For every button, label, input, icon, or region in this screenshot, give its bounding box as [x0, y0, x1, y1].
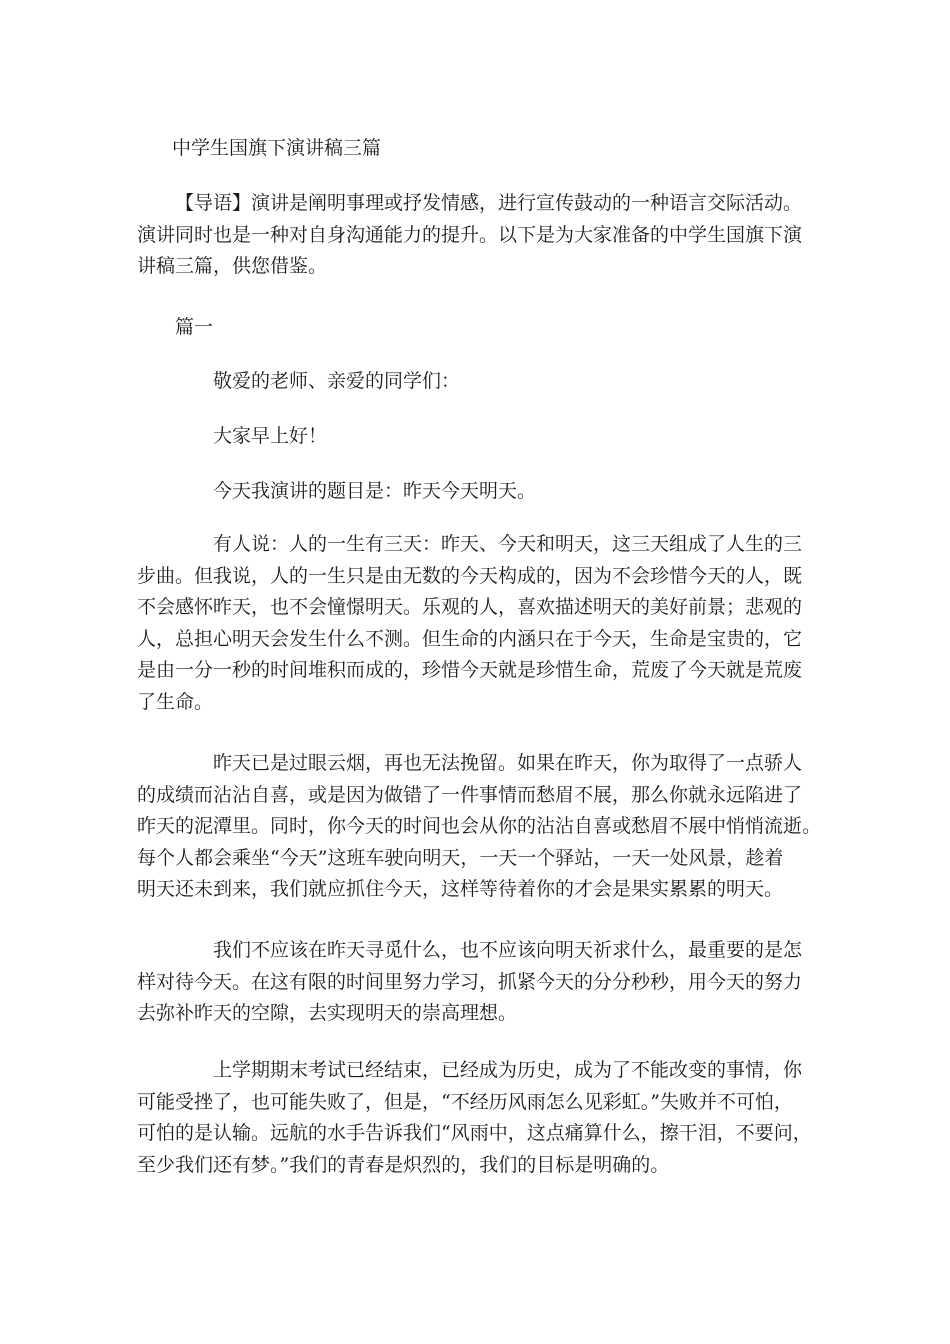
paragraph-line: 昨天已是过眼云烟，再也无法挽留。如果在昨天，你为取得了一点骄人: [213, 752, 803, 774]
paragraph-line: 明天还未到来，我们就应抓住今天，这样等待着你的才会是果实累累的明天。: [137, 878, 784, 900]
intro-line: 【导语】演讲是阐明事理或抒发情感，进行宣传鼓动的一种语言交际活动。: [175, 192, 803, 214]
body-paragraph-2: [137, 748, 822, 906]
paragraph-line: 的成绩而沾沾自喜，或是因为做错了一件事情而愁眉不展，那么你就永远陷进了: [137, 783, 803, 806]
paragraph-line: 了生命。: [137, 690, 214, 713]
body-paragraph-1: [137, 529, 817, 718]
body-paragraph-4: [137, 1055, 817, 1181]
paragraph-line: 样对待今天。在这有限的时间里努力学习，抓紧今天的分分秒秒，用今天的努力: [137, 970, 803, 993]
greeting: 大家早上好！: [213, 425, 328, 447]
paragraph-line: 昨天的泥潭里。同时，你今天的时间也会从你的沾沾自喜或愁眉不展中悄悄流逝。: [137, 815, 822, 837]
paragraph-line: 人，总担心明天会发生什么不测。但生命的内涵只在于今天，生命是宝贵的，它: [137, 627, 803, 650]
body-paragraph-3: [137, 935, 817, 1030]
document-title: 中学生国旗下演讲稿三篇: [172, 137, 382, 159]
intro-line: 讲稿三篇，供您借鉴。: [137, 255, 328, 277]
intro-line: 演讲同时也是一种对自身沟通能力的提升。以下是为大家准备的中学生国旗下演: [137, 223, 803, 246]
paragraph-line: 上学期期末考试已经结束，已经成为历史，成为了不能改变的事情，你: [213, 1059, 803, 1081]
paragraph-line: 至少我们还有梦。”我们的青春是炽烈的，我们的目标是明确的。: [137, 1153, 670, 1176]
paragraph-line: 步曲。但我说，人的一生只是由无数的今天构成的，因为不会珍惜今天的人，既: [137, 564, 803, 587]
paragraph-line: 可能受挫了，也可能失败了，但是，“不经历风雨怎么见彩虹。”失败并不可怕，: [137, 1090, 793, 1113]
paragraph-line: 可怕的是认输。远航的水手告诉我们“风雨中，这点痛算什么，擦干泪，不要问，: [137, 1122, 812, 1144]
section-label: 篇一: [175, 316, 214, 338]
paragraph-line: 是由一分一秒的时间堆积而成的，珍惜今天就是珍惜生命，荒废了今天就是荒废: [137, 659, 803, 681]
paragraph-line: 我们不应该在昨天寻觅什么，也不应该向明天祈求什么，最重要的是怎: [213, 939, 803, 961]
paragraph-line: 有人说：人的一生有三天：昨天、今天和明天，这三天组成了人生的三: [213, 533, 803, 555]
intro-paragraph: [137, 188, 817, 283]
paragraph-line: 去弥补昨天的空隙，去实现明天的崇高理想。: [137, 1002, 518, 1024]
paragraph-line: 每个人都会乘坐“今天”这班车驶向明天，一天一个驿站，一天一处风景，趁着: [137, 846, 784, 869]
speech-topic: 今天我演讲的题目是：昨天今天明天。: [213, 480, 537, 502]
salutation: 敬爱的老师、亲爱的同学们：: [213, 370, 461, 392]
paragraph-line: 不会感怀昨天，也不会憧憬明天。乐观的人，喜欢描述明天的美好前景；悲观的: [137, 596, 803, 618]
